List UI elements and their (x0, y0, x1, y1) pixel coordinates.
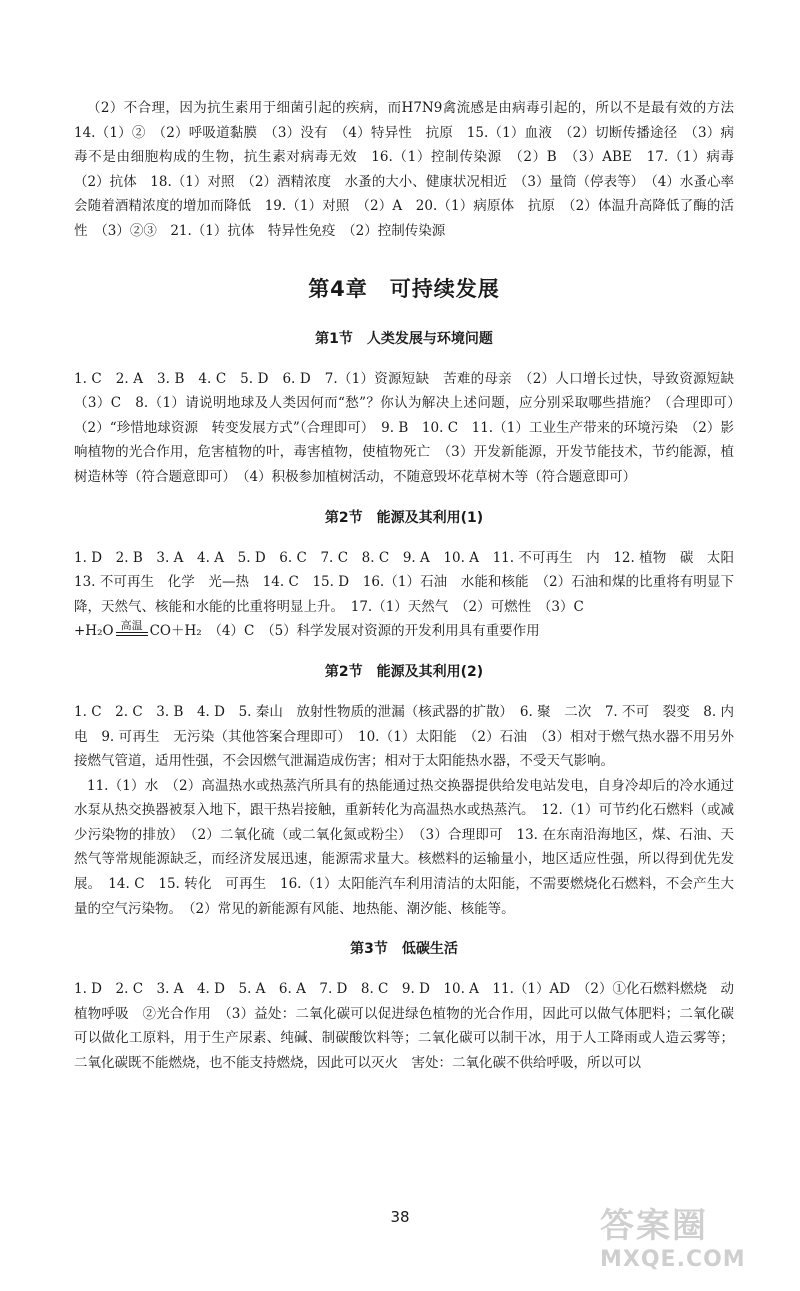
watermark-logo (600, 1198, 790, 1283)
reaction-arrow (116, 618, 148, 636)
page-number: 38 (390, 1208, 410, 1226)
chapter-title: 第4章 可持续发展 (308, 276, 500, 301)
equation-products: CO＋H₂ (149, 623, 202, 640)
section-3-answers: 1. D 2. C 3. A 4. D 5. A 6. A 7. D 8. C 9. D 10. A 11.（1）AD （2）①化石燃料燃烧 动植物呼吸 ②光合作用 （3）益处：二氧化碳可以促进绿色植物的光合作用，因此可以做气体肥料；二氧化碳可以做化工原料，用于生产尿素、纯碱、制碳酸饮料等；二氧化碳可以制干冰，用于人工降雨或人造云雾等；二氧化碳既不能燃烧，也不能支持燃烧，因此可以灭火 害处：二氧化碳不供给呼吸，所以可以 (74, 981, 734, 1072)
section-2a-title: 第2节 能源及其利用(1) (324, 509, 484, 526)
section-2a-answers: 1. D 2. B 3. A 4. A 5. D 6. C 7. C 8. C 9. A 10. A 11. 不可再生 内 12. 植物 碳 太阳 13. 不可再生 化学 光—热 14. C 15. D 16.（1）石油 水能和核能 （2）石油和煤的比重将有明显下降，天然气、核能和水能的比重将明显上升。 17.（1）天然气 （2）可燃性 （3）C (74, 549, 748, 615)
answer-page (74, 96, 748, 1076)
section-1-answers: 1. C 2. A 3. B 4. C 5. D 6. D 7.（1）资源短缺 苦难的母亲 （2）人口增长过快，导致资源短缺 （3）C 8.（1）请说明地球及人类因何而“愁”？你认为解决上述问题，应分别采取哪些措施？（合理即可） （2）“珍惜地球资源 转变发展方式”（合理即可） 9. B 10. C 11.（1）工业生产带来的环境污染 （2）影响植物的光合作用，危害植物的叶，毒害植物，使植物死亡 （3）开发新能源，开发节能技术，节约能源，植树造林等（符合题意即可） （4）积极参加植树活动，不随意毁坏花草树木等（符合题意即可） (74, 370, 748, 485)
section-2b-answers-part2: 11.（1）水 （2）高温热水或热蒸汽所具有的热能通过热交换器提供给发电站发电，自身冷却后的冷水通过水泵从热交换器被泵入地下，跟干热岩接触，重新转化为高温热水或热蒸汽。 12.（1）可节约化石燃料（或减少污染物的排放） （2）二氧化硫（或二氧化氮或粉尘） （3）合理即可 13. 在东南沿海地区，煤、石油、天然气等常规能源缺乏，而经济发展迅速，能源需求量大。核燃料的运输量小，地区适应性强，所以得到优先发展。 14. C 15. 转化 可再生 16.（1）太阳能汽车利用清洁的太阳能，不需要燃烧化石燃料，不会产生大量的空气污染物。 （2）常见的新能源有风能、地热能、潮汐能、核能等。 (74, 777, 734, 917)
section-3-title: 第3节 低碳生活 (350, 941, 458, 958)
watermark-url: MXQE.COM (600, 1247, 746, 1272)
section-2b-answers-part1: 1. C 2. C 3. B 4. D 5. 秦山 放射性物质的泄漏（核武器的扩散） 6. 聚 二次 7. 不可 裂变 8. 内 电 9. 可再生 无污染（其他答案合理即可） 10.（1）太阳能 （2）石油 （3）相对于燃气热水器不用另外接燃气管道，适用性强，不会因燃气泄漏造成伤害；相对于太阳能热水器，不受天气影响。 (74, 703, 748, 770)
section-2b-title: 第2节 能源及其利用(2) (324, 663, 484, 680)
watermark-title: 答案圈 (600, 1206, 708, 1246)
section-1-title: 第1节 人类发展与环境问题 (315, 330, 493, 347)
section-2a-answers-tail: （4）C （5）科学发展对资源的开发利用具有重要作用 (215, 623, 540, 640)
intro-paragraph: （2）不合理，因为抗生素用于细菌引起的疾病，而H7N9禽流感是由病毒引起的，所以不是最有效的方法 14.（1）② （2）呼吸道黏膜 （3）没有 （4）特异性 抗原 15.（1）血液 （2）切断传播途径 （3）病毒不是由细胞构成的生物，抗生素对病毒无效 16.（1）控制传染源 （2）B （3）ABE 17.（1）病毒 （2）抗体 18.（1）对照 （2）酒精浓度 水蚤的大小、健康状况相近 （3）量筒（停表等） （4）水蚤心率会随着酒精浓度的增加而降低 19.（1）对照 （2）A 20.（1）病原体 抗原 （2）体温升高降低了酶的活性 （3）②③ 21.（1）抗体 特异性免疫 （2）控制传染源 (74, 100, 748, 239)
reaction-condition: 高温 (120, 618, 143, 632)
chemical-equation-line (74, 619, 734, 644)
equation-reactants: +H₂O (74, 623, 114, 640)
